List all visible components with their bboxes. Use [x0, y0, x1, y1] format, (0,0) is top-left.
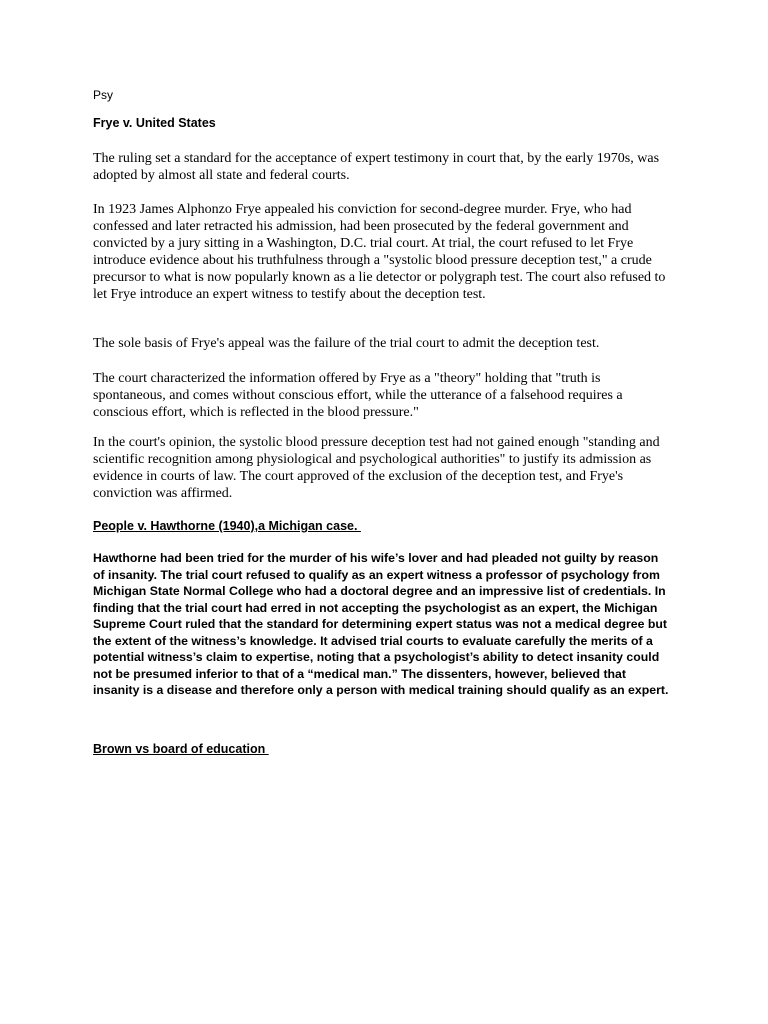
paragraph-opinion: In the court's opinion, the systolic blood pressure deception test had not gained enough "standing and scientific recognition among physiological and psychological authorities" to justify its admission as evidence in courts of law. The court approved of the exclusion of the deception test, and Frye's conviction was affirmed. — [93, 435, 660, 501]
case-heading-hawthorne: People v. Hawthorne (1940),a Michigan case. — [93, 519, 361, 533]
subject-label: Psy — [93, 88, 114, 102]
paragraph-appeal-basis: The sole basis of Frye's appeal was the failure of the trial court to admit the deception test. — [93, 336, 600, 351]
paragraph-hawthorne: Hawthorne had been tried for the murder of his wife’s lover and had pleaded not guilty by reason of insanity. The trial court refused to qualify as an expert witness a professor of psychology from Michigan State Normal College who had a doctoral degree and an impressive list of credentials. In finding that the trial court had erred in not accepting the psychologist as an expert, the Michigan Supreme Court ruled that the standard for determining expert status was not a medical degree but the extent of the witness’s knowledge. It advised trial courts to evaluate carefully the merits of a potential witness’s claim to expertise, noting that a psychologist’s ability to detect insanity could not be presumed inferior to that of a “medical man.” The dissenters, however, believed that insanity is a disease and therefore only a person with medical training should qualify as an expert. — [93, 551, 669, 697]
paragraph-ruling: The ruling set a standard for the acceptance of expert testimony in court that, by the early 1970s, was adopted by almost all state and federal courts. — [93, 151, 660, 183]
paragraph-theory: The court characterized the information offered by Frye as a "theory" holding that "truth is spontaneous, and comes without conscious effort, while the utterance of a falsehood requires a conscious effort, which is reflected in the blood pressure." — [93, 371, 623, 420]
case-heading-brown: Brown vs board of education — [93, 742, 269, 756]
paragraph-background: In 1923 James Alphonzo Frye appealed his conviction for second-degree murder. Frye, who had confessed and later retracted his admission, had been prosecuted by the federal government and convicted by a jury sitting in a Washington, D.C. trial court. At trial, the court refused to let Frye introduce evidence about his truthfulness through a "systolic blood pressure deception test," a crude precursor to what is now popularly known as a lie detector or polygraph test. The court also refused to let Frye introduce an expert witness to testify about the deception test. — [93, 202, 666, 302]
case-title-frye: Frye v. United States — [93, 116, 216, 130]
